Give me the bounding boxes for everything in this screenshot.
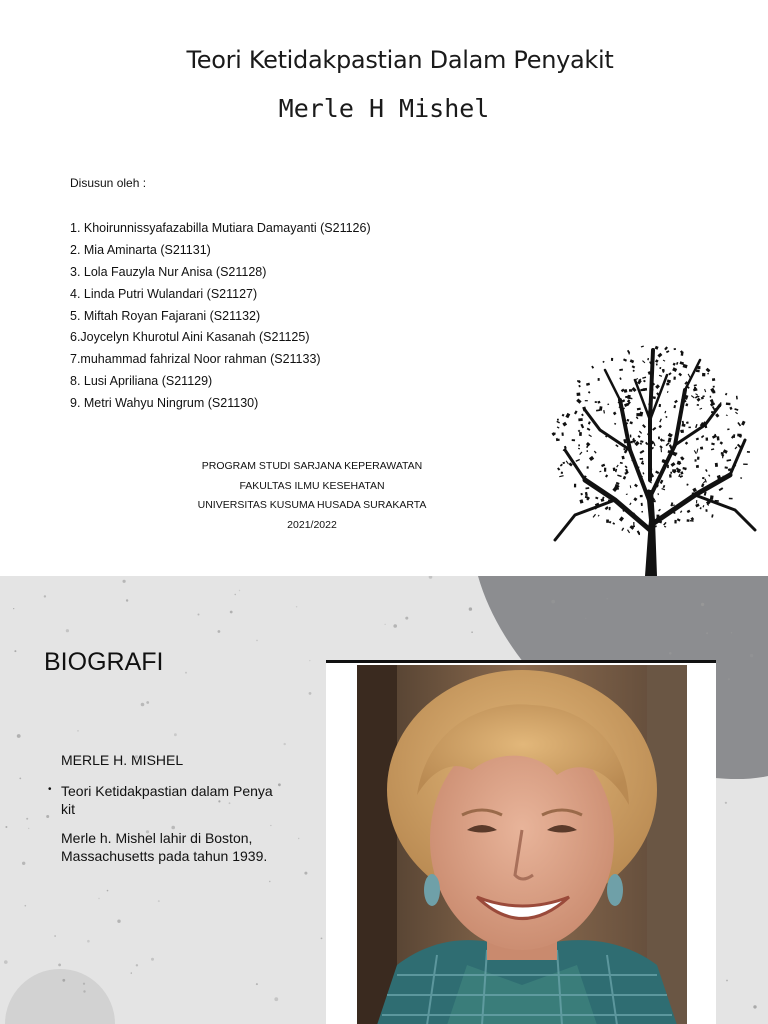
theory-line: kit [61, 801, 75, 817]
member-item: 4. Linda Putri Wulandari (S21127) [70, 286, 258, 301]
member-item: 2. Mia Aminarta (S21131) [70, 242, 211, 257]
tree-silhouette-icon [545, 330, 765, 576]
birth-line: Merle h. Mishel lahir di Boston, [61, 830, 253, 846]
birth-line: Massachusetts pada tahun 1939. [61, 848, 268, 864]
member-item: 5. Miftah Royan Fajarani (S21132) [70, 308, 261, 323]
portrait-photo [357, 665, 687, 1024]
presentation-subtitle: Merle H Mishel [278, 94, 490, 123]
member-item: 8. Lusi Apriliana (S21129) [70, 374, 213, 389]
academic-year: 2021/2022 [287, 518, 337, 531]
bullet-icon: • [48, 784, 52, 795]
program-name: PROGRAM STUDI SARJANA KEPERAWATAN [201, 460, 423, 472]
faculty-name: FAKULTAS ILMU KESEHATAN [239, 479, 385, 492]
member-item: 6.Joycelyn Khurotul Aini Kasanah (S21125) [70, 330, 310, 345]
institution-block [120, 457, 504, 535]
member-item: 9. Metri Wahyu Ningrum (S21130) [70, 396, 259, 411]
member-item: 7.muhammad fahrizal Noor rahman (S21133) [70, 352, 321, 367]
biography-slide [0, 576, 768, 1024]
member-item: 3. Lola Fauzyla Nur Anisa (S21128) [70, 264, 267, 279]
member-item: 1. Khoirunnissyafazabilla Mutiara Damayanti (S21126) [70, 221, 371, 235]
compiled-by-label: Disusun oleh : [70, 176, 147, 190]
birth-text [61, 829, 311, 865]
university-name: UNIVERSITAS KUSUMA HUSADA SURAKARTA [197, 499, 427, 511]
theory-line: Teori Ketidakpastian dalam Penya [61, 783, 273, 799]
theory-text [61, 782, 301, 818]
subject-name: MERLE H. MISHEL [61, 752, 184, 768]
presentation-title: Teori Ketidakpastian Dalam Penyakit [186, 46, 614, 74]
biography-heading: BIOGRAFI [44, 648, 164, 676]
photo-frame [326, 660, 716, 1024]
member-list [70, 218, 371, 415]
